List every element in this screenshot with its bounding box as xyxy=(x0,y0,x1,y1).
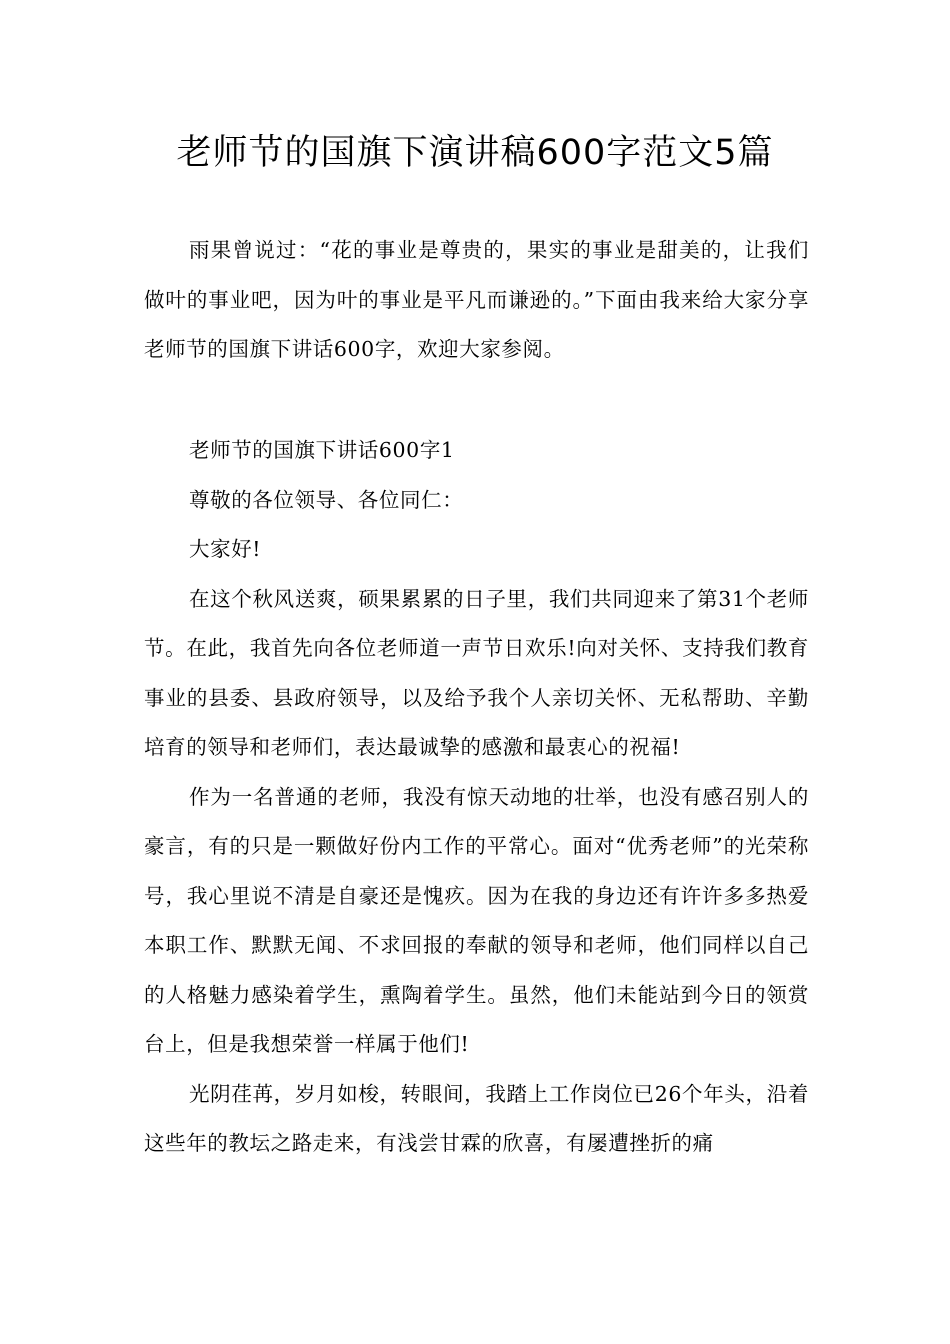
greeting: 大家好! xyxy=(189,537,262,561)
speech-block xyxy=(144,426,809,1169)
section-heading: 老师节的国旗下讲话600字1 xyxy=(189,438,455,462)
body-paragraph: 光阴荏苒，岁月如梭，转眼间，我踏上工作岗位已26个年头，沿着这些年的教坛之路走来，有浅尝甘霖的欣喜，有屡遭挫折的痛 xyxy=(144,1081,809,1155)
intro-paragraph: 雨果曾说过：“花的事业是尊贵的，果实的事业是甜美的，让我们做叶的事业吧，因为叶的事业是平凡而谦逊的。”下面由我来给大家分享老师节的国旗下讲话600字，欢迎大家参阅。 xyxy=(144,238,809,361)
body-paragraph: 作为一名普通的老师，我没有惊天动地的壮举，也没有感召别人的豪言，有的只是一颗做好份内工作的平常心。面对“优秀老师”的光荣称号，我心里说不清是自豪还是愧疚。因为在我的身边还有许许多多热爱本职工作、默默无闻、不求回报的奉献的领导和老师，他们同样以自己的人格魅力感染着学生，熏陶着学生。虽然，他们未能站到今日的领赏台上，但是我想荣誉一样属于他们! xyxy=(144,784,809,1056)
salutation: 尊敬的各位领导、各位同仁： xyxy=(189,487,464,512)
document-title: 老师节的国旗下演讲稿600字范文5篇 xyxy=(176,133,774,173)
intro-block xyxy=(144,226,809,375)
body-paragraph: 在这个秋风送爽，硕果累累的日子里，我们共同迎来了第31个老师节。在此，我首先向各位老师道一声节日欢乐!向对关怀、支持我们教育事业的县委、县政府领导，以及给予我个人亲切关怀、无私帮助、辛勤培育的领导和老师们，表达最诚挚的感激和最衷心的祝福! xyxy=(144,586,809,759)
